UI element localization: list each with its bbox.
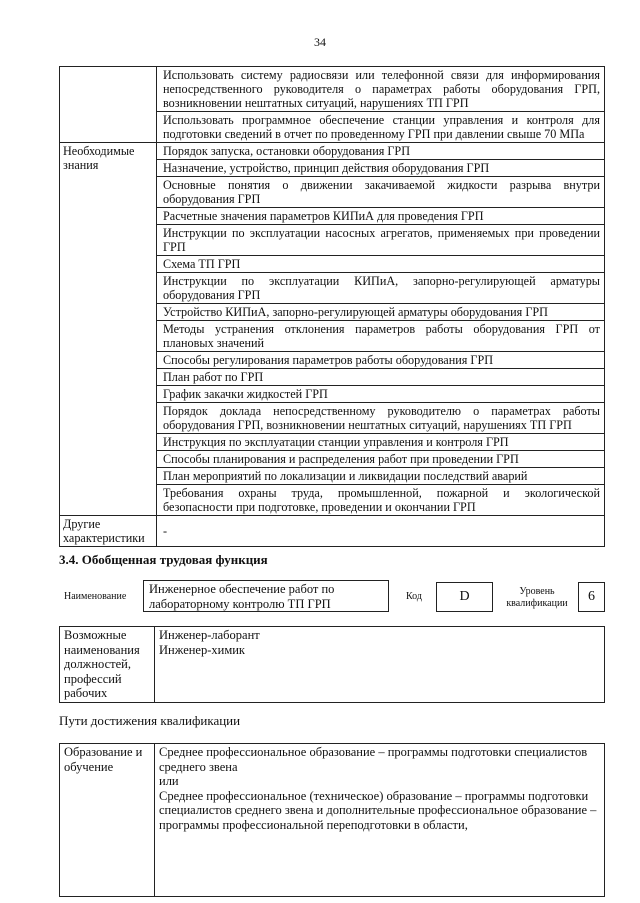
name-value: Инженерное обеспечение работ по лабораторному контролю ТП ГРП [143, 580, 389, 612]
knowledge-item: Расчетные значения параметров КИПиА для проведения ГРП [157, 208, 605, 225]
other-value: - [157, 516, 605, 547]
positions-table [59, 626, 605, 703]
knowledge-item: Инструкция по эксплуатации станции управления и контроля ГРП [157, 434, 605, 451]
positions-label: Возможные наименования должностей, профессий рабочих [60, 627, 155, 703]
knowledge-item: План работ по ГРП [157, 369, 605, 386]
education-or: или [159, 774, 179, 788]
knowledge-item: Порядок запуска, остановки оборудования ГРП [157, 143, 605, 160]
knowledge-item: Инструкции по эксплуатации насосных агрегатов, применяемых при проведении ГРП [157, 225, 605, 256]
level-label-line2: квалификации [506, 598, 568, 609]
knowledge-item: Порядок доклада непосредственному руководителю о параметрах работы оборудования ГРП, возникновении нештатных ситуаций, нарушениях ТП ГРП [157, 403, 605, 434]
position-item: Инженер-лаборант [159, 628, 260, 642]
knowledge-item: Методы устранения отклонения параметров работы оборудования ГРП от плановых значений [157, 321, 605, 352]
level-label [504, 586, 570, 610]
level-value: 6 [578, 582, 605, 612]
section-title: 3.4. Обобщенная трудовая функция [59, 552, 268, 567]
knowledge-item: План мероприятий по локализации и ликвидации последствий аварий [157, 468, 605, 485]
education-table [59, 743, 605, 897]
knowledge-item: Устройство КИПиА, запорно-регулирующей арматуры оборудования ГРП [157, 304, 605, 321]
knowledge-item: Назначение, устройство, принцип действия оборудования ГРП [157, 160, 605, 177]
knowledge-item: График закачки жидкостей ГРП [157, 386, 605, 403]
other-label: Другие характеристики [60, 516, 157, 547]
name-label: Наименование [64, 591, 127, 602]
knowledge-item: Основные понятия о движении закачиваемой жидкости разрыва внутри оборудования ГРП [157, 177, 605, 208]
education-line: Среднее профессиональное образование – программы подготовки специалистов среднего звена [159, 745, 588, 774]
code-value: D [436, 582, 493, 612]
positions-values [155, 627, 605, 703]
skill-item: Использовать программное обеспечение станции управления и контроля для подготовки сведений в отчет по проведенному ГРП при давлении свыше 70 МПа [157, 112, 605, 143]
knowledge-item: Инструкции по эксплуатации КИПиА, запорно-регулирующей арматуры оборудования ГРП [157, 273, 605, 304]
knowledge-item: Способы регулирования параметров работы оборудования ГРП [157, 352, 605, 369]
education-label: Образование и обучение [60, 744, 155, 897]
skills-knowledge-table [59, 66, 605, 547]
page-number: 34 [314, 35, 326, 49]
row-label [60, 67, 157, 143]
knowledge-item: Способы планирования и распределения работ при проведении ГРП [157, 451, 605, 468]
position-item: Инженер-химик [159, 642, 245, 657]
education-values [155, 744, 605, 897]
knowledge-item: Требования охраны труда, промышленной, пожарной и экологической безопасности при подготовке, проведении и окончании ГРП [157, 485, 605, 516]
education-line: Среднее профессиональное (техническое) образование – программы подготовки специалистов среднего звена и дополнительные профессиональное образование – программы профессиональной переподготовки в области, [159, 788, 597, 832]
paths-title: Пути достижения квалификации [59, 713, 241, 728]
skill-item: Использовать систему радиосвязи или телефонной связи для информирования непосредственного руководителя о параметрах работы оборудования ГРП, возникновении нештатных ситуаций, нарушениях ТП ГРП [157, 67, 605, 112]
knowledge-item: Схема ТП ГРП [157, 256, 605, 273]
knowledge-label: Необходимые знания [60, 143, 157, 516]
level-label-line1: Уровень [519, 586, 555, 597]
code-label: Код [406, 591, 422, 602]
